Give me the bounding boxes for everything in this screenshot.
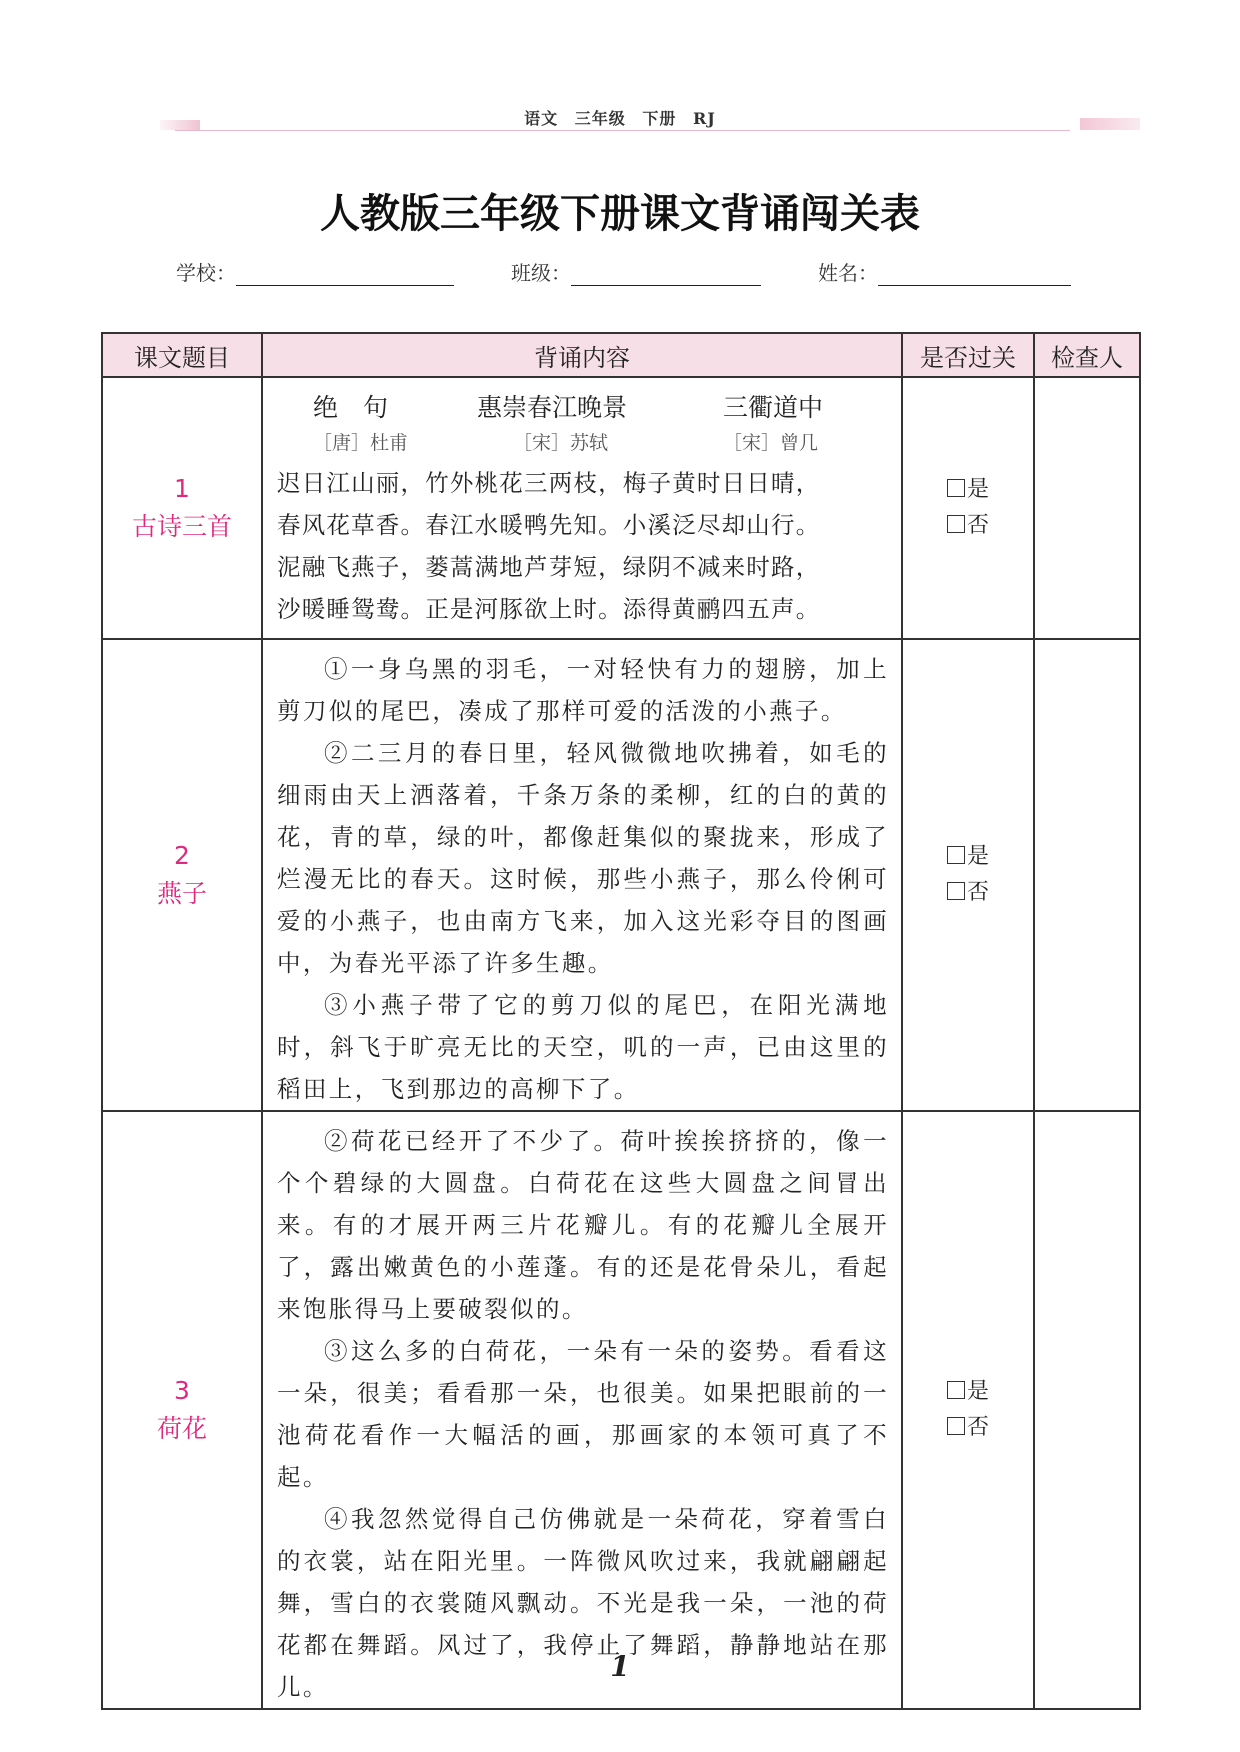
class-blank[interactable] <box>571 261 761 286</box>
paragraph: ②荷花已经开了不少了。荷叶挨挨挤挤的，像一个个碧绿的大圆盘。白荷花在这些大圆盘之间冒出来。有的才展开两三片花瓣儿。有的花瓣儿全展开了，露出嫩黄色的小莲蓬。有的还是花骨朵儿，看起来饱胀得马上要破裂似的。 <box>277 1127 889 1323</box>
header-grade: 三年级 <box>574 109 626 128</box>
poem-author: ［宋］曾几 <box>723 432 819 454</box>
col-header-content: 背诵内容 <box>262 333 902 377</box>
lesson-number: 3 <box>174 1376 190 1405</box>
school-field[interactable] <box>176 257 454 286</box>
header-edition: RJ <box>692 109 716 128</box>
running-header <box>0 106 1240 129</box>
col-header-checker: 检查人 <box>1034 333 1140 377</box>
student-info-row <box>176 257 1076 287</box>
header-subject: 语文 <box>524 109 559 128</box>
pass-yes-option[interactable] <box>903 1374 1033 1410</box>
header-volume: 下册 <box>642 109 677 128</box>
page-title: 人教版三年级下册课文背诵闯关表 <box>320 191 920 237</box>
pass-no-label: 否 <box>966 513 989 538</box>
class-field[interactable] <box>511 257 761 286</box>
page-number: 1 <box>610 1650 630 1683</box>
paragraph: ③这么多的白荷花，一朵有一朵的姿势。看看这一朵，很美；看看那一朵，也很美。如果把眼前的一池荷花看作一大幅活的画，那画家的本领可真了不起。 <box>277 1337 889 1491</box>
lesson-cell <box>102 1111 262 1709</box>
poem-author: ［唐］杜甫 <box>313 432 409 454</box>
paragraph: ①一身乌黑的羽毛，一对轻快有力的翅膀，加上剪刀似的尾巴，凑成了那样可爱的活泼的小燕子。 <box>277 655 889 725</box>
school-label: 学校： <box>176 261 236 285</box>
lesson-number: 2 <box>174 841 190 870</box>
lesson-title: 古诗三首 <box>131 512 232 541</box>
recitation-table <box>101 332 1141 1710</box>
pass-no-option[interactable] <box>903 508 1033 544</box>
name-label: 姓名： <box>818 261 878 285</box>
poem-title: 三衢道中 <box>723 393 824 422</box>
table-header-row <box>102 333 1140 377</box>
paragraph: ③小燕子带了它的剪刀似的尾巴，在阳光满地时，斜飞于旷亮无比的天空，叽的一声，已由这里的稻田上，飞到那边的高柳下了。 <box>277 991 889 1103</box>
pass-yes-option[interactable] <box>903 839 1033 875</box>
table-row <box>102 1111 1140 1709</box>
name-field[interactable] <box>818 257 1071 286</box>
recitation-content <box>262 1111 902 1709</box>
checkbox-icon[interactable] <box>947 479 965 497</box>
poem-author: ［宋］苏轼 <box>513 432 609 454</box>
lesson-title: 荷花 <box>156 1414 207 1443</box>
checkbox-icon[interactable] <box>947 846 965 864</box>
class-label: 班级： <box>511 261 571 285</box>
poem-line: 春风花草香。春江水暖鸭先知。小溪泛尽却山行。 <box>277 511 821 539</box>
poem-authors <box>277 422 889 462</box>
pass-cell <box>902 377 1034 639</box>
checker-cell[interactable] <box>1034 639 1140 1111</box>
pass-no-label: 否 <box>966 1415 989 1440</box>
header-rule <box>175 130 1070 131</box>
lesson-title: 燕子 <box>156 879 207 908</box>
lesson-number: 1 <box>174 474 190 503</box>
pass-yes-option[interactable] <box>903 472 1033 508</box>
name-blank[interactable] <box>878 261 1071 286</box>
checkbox-icon[interactable] <box>947 1381 965 1399</box>
table-row <box>102 639 1140 1111</box>
checker-cell[interactable] <box>1034 1111 1140 1709</box>
pass-yes-label: 是 <box>966 844 989 869</box>
poem-line: 泥融飞燕子，蒌蒿满地芦芽短，绿阴不减来时路， <box>277 553 821 581</box>
pass-no-label: 否 <box>966 880 989 905</box>
poem-titles <box>277 378 889 422</box>
poem-line: 沙暖睡鸳鸯。正是河豚欲上时。添得黄鹂四五声。 <box>277 595 821 623</box>
checkbox-icon[interactable] <box>947 515 965 533</box>
poem-title: 绝 句 <box>313 393 389 422</box>
checker-cell[interactable] <box>1034 377 1140 639</box>
paragraph: ④我忽然觉得自己仿佛就是一朵荷花，穿着雪白的衣裳，站在阳光里。一阵微风吹过来，我就翩翩起舞，雪白的衣裳随风飘动。不光是我一朵，一池的荷花都在舞蹈。风过了，我停止了舞蹈，静静地站在那儿。 <box>277 1505 889 1701</box>
table-row <box>102 377 1140 639</box>
pass-no-option[interactable] <box>903 1410 1033 1446</box>
recitation-content <box>262 639 902 1111</box>
pass-yes-label: 是 <box>966 1379 989 1404</box>
checkbox-icon[interactable] <box>947 882 965 900</box>
col-header-lesson: 课文题目 <box>102 333 262 377</box>
school-blank[interactable] <box>236 261 454 286</box>
poem-title: 惠崇春江晚景 <box>477 393 628 422</box>
pass-yes-label: 是 <box>966 477 989 502</box>
lesson-cell <box>102 639 262 1111</box>
recitation-content <box>262 377 902 639</box>
col-header-pass: 是否过关 <box>902 333 1034 377</box>
poem-line: 迟日江山丽，竹外桃花三两枝，梅子黄时日日晴， <box>277 469 821 497</box>
pass-cell <box>902 1111 1034 1709</box>
paragraph: ②二三月的春日里，轻风微微地吹拂着，如毛的细雨由天上洒落着，千条万条的柔柳，红的白的黄的花，青的草，绿的叶，都像赶集似的聚拢来，形成了烂漫无比的春天。这时候，那些小燕子，那么伶俐可爱的小燕子，也由南方飞来，加入这光彩夺目的图画中，为春光平添了许多生趣。 <box>277 739 889 977</box>
pass-cell <box>902 639 1034 1111</box>
lesson-cell <box>102 377 262 639</box>
checkbox-icon[interactable] <box>947 1417 965 1435</box>
pass-no-option[interactable] <box>903 875 1033 911</box>
